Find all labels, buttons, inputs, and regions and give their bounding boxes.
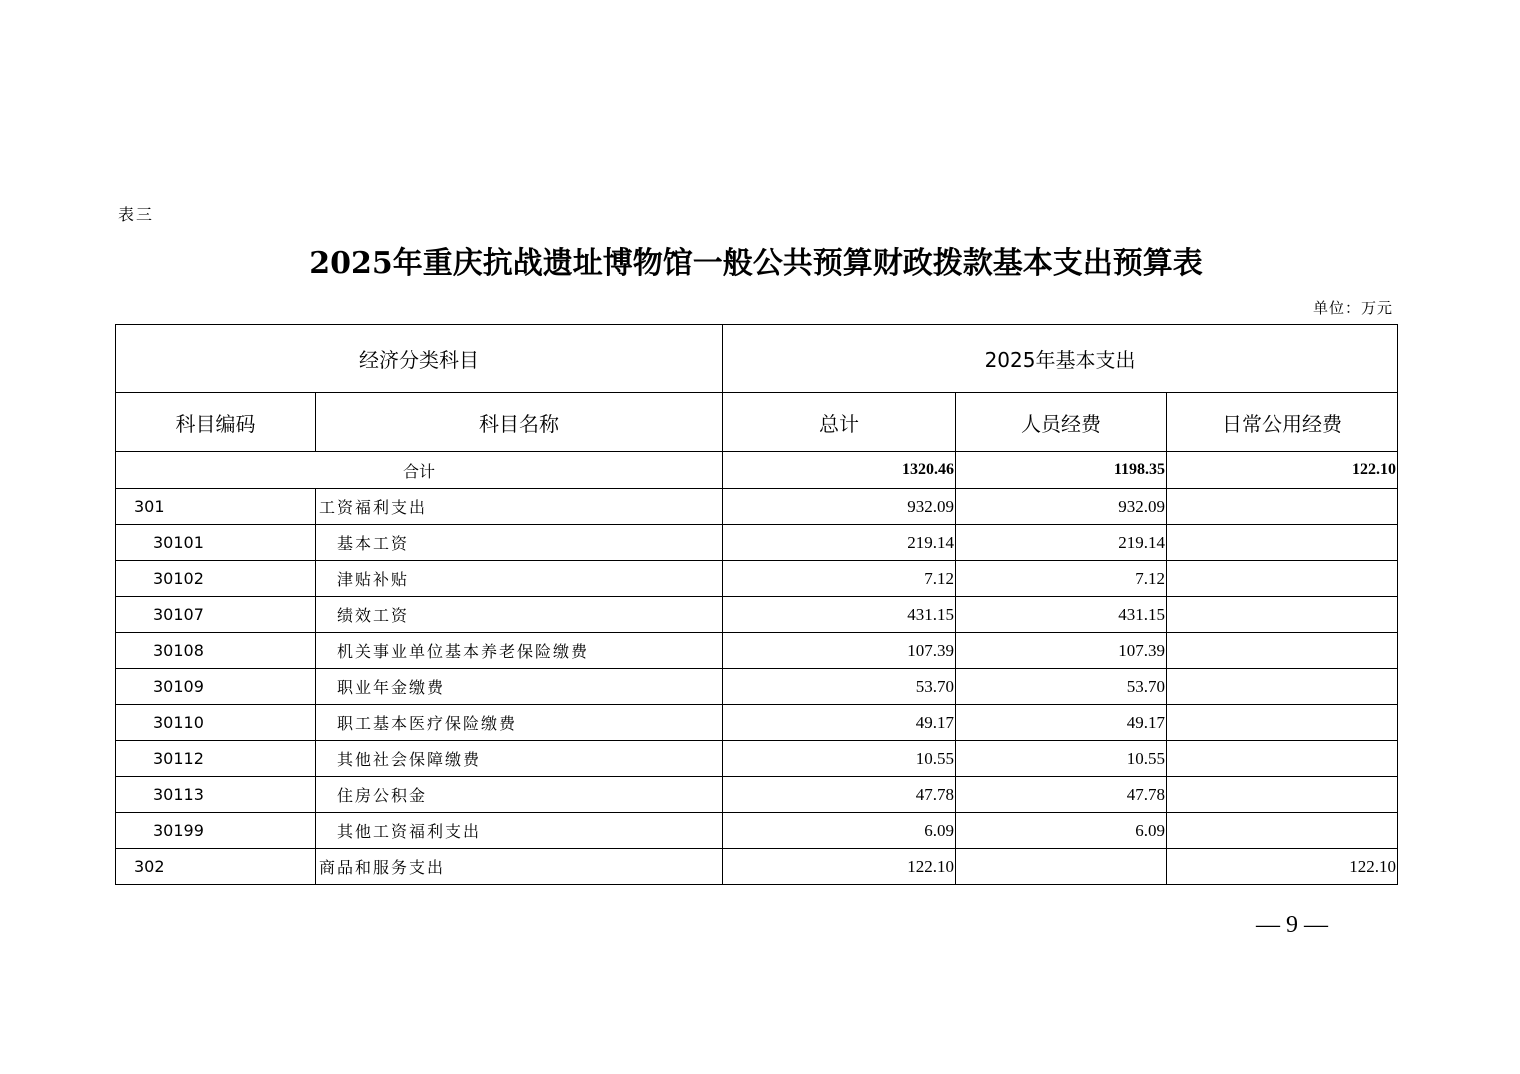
row-public [1167, 561, 1398, 597]
row-name: 职工基本医疗保险缴费 [316, 705, 723, 741]
budget-table [115, 324, 1398, 885]
row-code: 30112 [116, 741, 316, 777]
row-code: 30108 [116, 633, 316, 669]
row-personnel: 49.17 [956, 705, 1167, 741]
header-total: 总计 [723, 393, 956, 452]
total-total: 1320.46 [723, 452, 956, 489]
row-personnel: 932.09 [956, 489, 1167, 525]
header-economic-classification: 经济分类科目 [116, 325, 723, 393]
page-number: — 9 — [1256, 912, 1328, 938]
row-code: 301 [116, 489, 316, 525]
table-row [116, 489, 1398, 525]
row-total: 431.15 [723, 597, 956, 633]
row-name: 工资福利支出 [316, 489, 723, 525]
row-code: 302 [116, 849, 316, 885]
row-name: 机关事业单位基本养老保险缴费 [316, 633, 723, 669]
row-name: 绩效工资 [316, 597, 723, 633]
row-public [1167, 489, 1398, 525]
row-public: 122.10 [1167, 849, 1398, 885]
table-row [116, 669, 1398, 705]
row-code: 30110 [116, 705, 316, 741]
row-code: 30101 [116, 525, 316, 561]
row-total: 932.09 [723, 489, 956, 525]
row-code: 30199 [116, 813, 316, 849]
row-total: 107.39 [723, 633, 956, 669]
table-label: 表三 [118, 205, 155, 224]
header-personnel: 人员经费 [956, 393, 1167, 452]
row-total: 122.10 [723, 849, 956, 885]
row-public [1167, 597, 1398, 633]
table-row [116, 849, 1398, 885]
row-personnel: 53.70 [956, 669, 1167, 705]
row-public [1167, 705, 1398, 741]
table-row [116, 525, 1398, 561]
header-public: 日常公用经费 [1167, 393, 1398, 452]
row-code: 30102 [116, 561, 316, 597]
row-personnel: 10.55 [956, 741, 1167, 777]
header-column-row [116, 393, 1398, 452]
row-public [1167, 633, 1398, 669]
row-public [1167, 741, 1398, 777]
row-public [1167, 525, 1398, 561]
row-total: 7.12 [723, 561, 956, 597]
row-personnel: 47.78 [956, 777, 1167, 813]
row-personnel [956, 849, 1167, 885]
table-row [116, 777, 1398, 813]
row-personnel: 107.39 [956, 633, 1167, 669]
header-group-row [116, 325, 1398, 393]
row-total: 6.09 [723, 813, 956, 849]
row-name: 住房公积金 [316, 777, 723, 813]
row-code: 30109 [116, 669, 316, 705]
table-row [116, 741, 1398, 777]
row-code: 30107 [116, 597, 316, 633]
row-public [1167, 669, 1398, 705]
table-row [116, 705, 1398, 741]
total-personnel: 1198.35 [956, 452, 1167, 489]
header-basic-expenditure: 2025年基本支出 [723, 325, 1398, 393]
unit-label: 单位：万元 [1312, 299, 1393, 317]
row-total: 47.78 [723, 777, 956, 813]
table-row [116, 633, 1398, 669]
row-code: 30113 [116, 777, 316, 813]
row-name: 其他社会保障缴费 [316, 741, 723, 777]
row-public [1167, 813, 1398, 849]
row-personnel: 7.12 [956, 561, 1167, 597]
header-code: 科目编码 [116, 393, 316, 452]
total-row [116, 452, 1398, 489]
row-name: 津贴补贴 [316, 561, 723, 597]
row-name: 基本工资 [316, 525, 723, 561]
row-total: 219.14 [723, 525, 956, 561]
row-total: 53.70 [723, 669, 956, 705]
table-row [116, 561, 1398, 597]
row-personnel: 6.09 [956, 813, 1167, 849]
row-personnel: 431.15 [956, 597, 1167, 633]
row-name: 商品和服务支出 [316, 849, 723, 885]
document-title: 2025年重庆抗战遗址博物馆一般公共预算财政拨款基本支出预算表 [309, 246, 1203, 281]
table-row [116, 813, 1398, 849]
total-public: 122.10 [1167, 452, 1398, 489]
total-label: 合计 [116, 452, 723, 489]
row-name: 其他工资福利支出 [316, 813, 723, 849]
row-total: 10.55 [723, 741, 956, 777]
row-public [1167, 777, 1398, 813]
row-personnel: 219.14 [956, 525, 1167, 561]
row-name: 职业年金缴费 [316, 669, 723, 705]
header-name: 科目名称 [316, 393, 723, 452]
table-row [116, 597, 1398, 633]
row-total: 49.17 [723, 705, 956, 741]
